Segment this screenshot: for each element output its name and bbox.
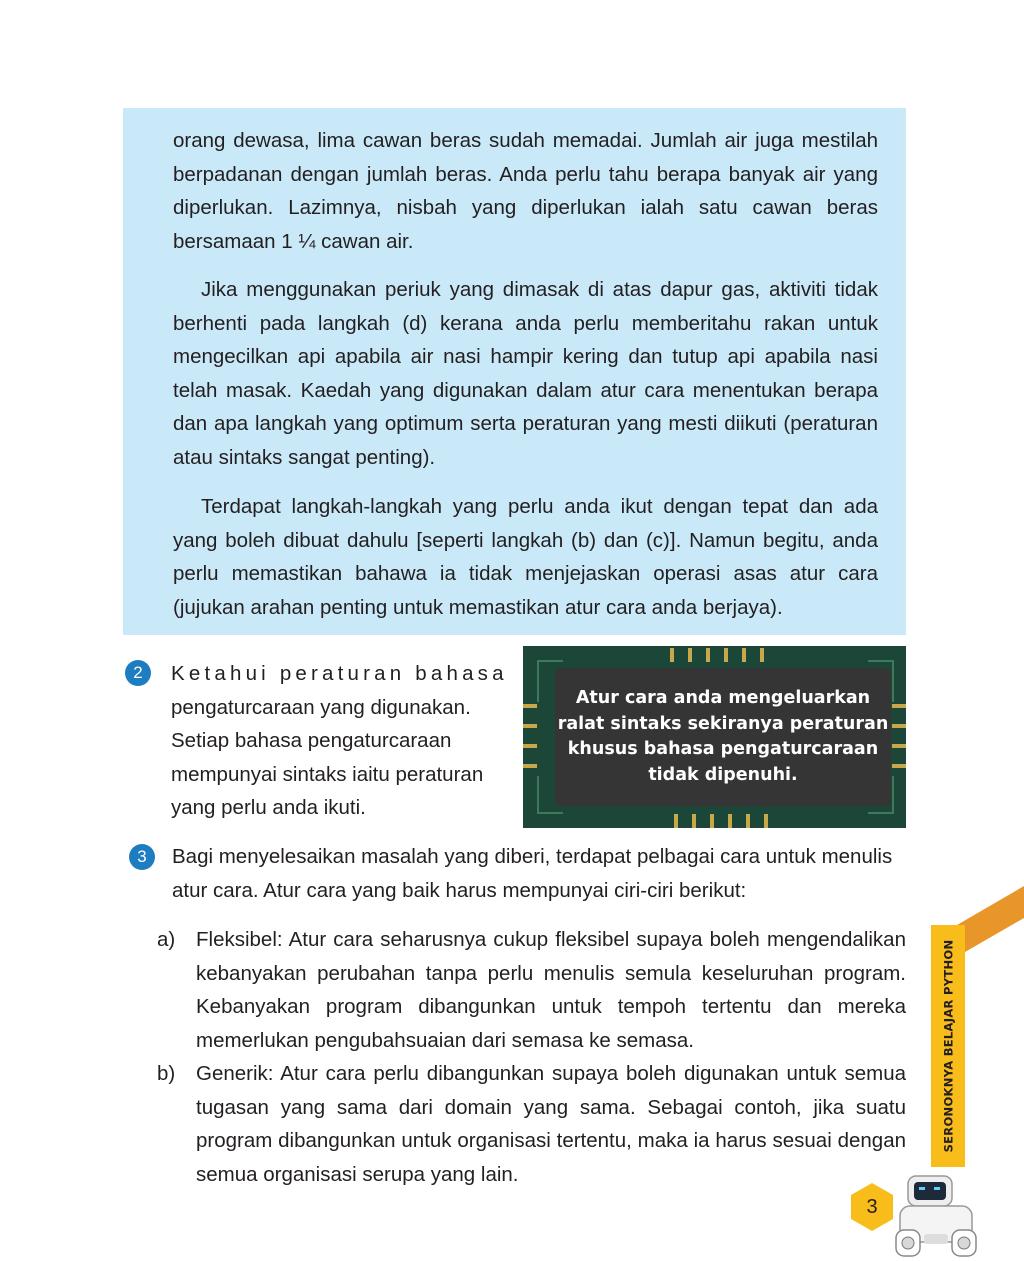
item-3-text: Bagi menyelesaikan masalah yang diberi, terdapat pelbagai cara untuk menulis atur cara. Atur cara yang baik harus mempunyai ciri-ciri berikut: [172,845,893,902]
side-tab [931,925,965,1167]
list-label-a: a) [157,928,176,951]
item-2-first-line: Ketahui peraturan bahasa [171,662,508,685]
list-label-b: b) [157,1062,176,1085]
callout-text: Atur cara anda mengeluarkan ralat sintaks sekiranya peraturan khusus bahasa pengaturcaraan tidak dipenuhi. [557,688,889,785]
page-number: 3 [866,1195,878,1218]
item-number-badge-2: 2 [125,660,151,686]
list-item-a: Fleksibel: Atur cara seharusnya cukup fleksibel supaya boleh mengendalikan kebanyakan perubahan tanpa perlu menulis semula keseluruhan program. Kebanyakan program dibangunkan untuk tempoh tertentu dan mereka memerlukan pengubahsuaian dari semasa ke semasa. [196,928,906,1052]
item-number-badge-3: 3 [129,844,155,870]
box-paragraph-3: Terdapat langkah-langkah yang perlu anda ikut dengan tepat dan ada yang boleh dibuat dahulu [seperti langkah (b) dan (c)]. Namun begitu, anda perlu memastikan bahawa ia tidak menjejaskan operasi asas atur cara (jujukan arahan penting untuk memastikan atur cara anda berjaya). [173,495,878,619]
box-paragraph-2: Jika menggunakan periuk yang dimasak di atas dapur gas, aktiviti tidak berhenti pada langkah (d) kerana anda perlu memberitahu rakan untuk mengecilkan api apabila air nasi hampir kering dan tutup api apabila nasi telah masak. Kaedah yang digunakan dalam atur cara menentukan berapa dan apa langkah yang optimum serta peraturan yang mesti diikuti (peraturan atau sintaks sangat penting). [173,278,878,469]
box-paragraph-1: orang dewasa, lima cawan beras sudah memadai. Jumlah air juga mestilah berpadanan dengan jumlah beras. Anda perlu tahu berapa banyak air yang diperlukan. Lazimnya, nisbah yang diperlukan ialah satu cawan beras bersamaan 1 ¼ cawan air. [173,129,878,253]
list-item-b: Generik: Atur cara perlu dibangunkan supaya boleh digunakan untuk semua tugasan yang sama dari domain yang sama. Sebagai contoh, jika suatu program dibangunkan untuk organisasi tertentu, maka ia harus sesuai dengan semua organisasi serupa yang lain. [196,1062,906,1186]
side-tab-label: SERONOKNYA BELAJAR PYTHON [941,939,956,1153]
robot-illustration [892,1170,982,1260]
item-2-rest: pengaturcaraan yang digunakan. Setiap bahasa pengaturcaraan mempunyai sintaks iaitu peraturan yang perlu anda ikuti. [171,695,484,819]
